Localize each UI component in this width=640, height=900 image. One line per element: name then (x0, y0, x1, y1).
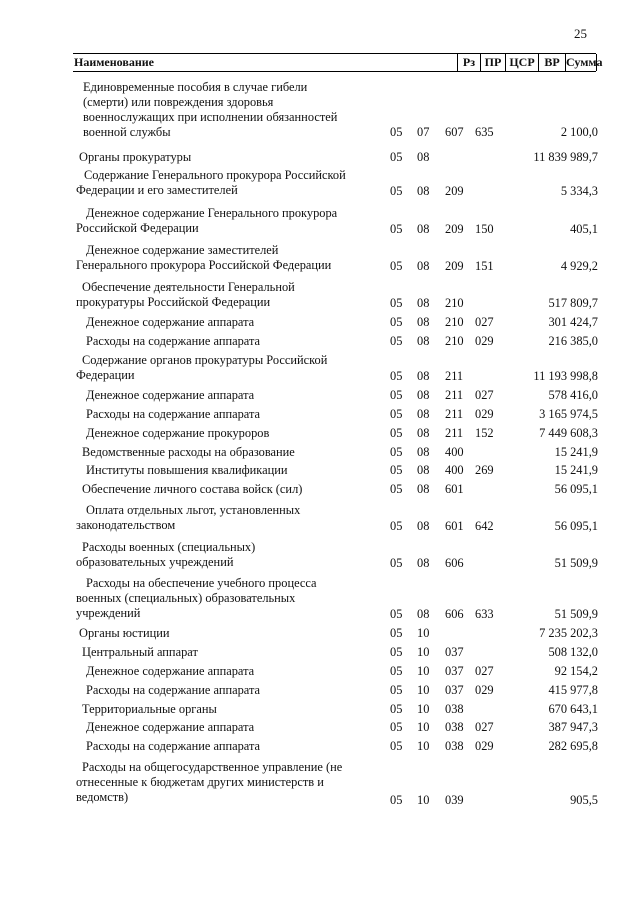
row-name: Расходы на общегосударственное управление (не отнесенные к бюджетам других министерств и ведомств) (76, 760, 343, 804)
row-rz: 05 (390, 626, 403, 640)
row-csr: 601 (445, 519, 464, 533)
row-sum: 670 643,1 (548, 702, 598, 716)
row-sum: 508 132,0 (548, 645, 598, 659)
row-csr: 038 (445, 720, 464, 734)
row-name: Единовременные пособия в случае гибели (смерти) или повреждения здоровья военнослужащих при исполнении обязанностей военной службы (83, 80, 338, 139)
row-name: Расходы на содержание аппарата (86, 407, 261, 421)
row-pr: 08 (417, 334, 430, 348)
row-sum: 56 095,1 (554, 519, 598, 533)
row-rz: 05 (390, 793, 403, 807)
row-sum: 15 241,9 (554, 445, 598, 459)
row-name: Денежное содержание Генерального прокурора Российской Федерации (76, 206, 338, 235)
row-pr: 08 (417, 519, 430, 533)
row-sum: 15 241,9 (554, 463, 598, 477)
row-pr: 08 (417, 259, 430, 273)
row-rz: 05 (390, 125, 403, 139)
row-pr: 08 (417, 407, 430, 421)
row-name: Содержание Генерального прокурора Российской Федерации и его заместителей (76, 168, 346, 197)
row-name: Расходы на содержание аппарата (86, 739, 261, 753)
row-sum: 905,5 (570, 793, 598, 807)
row-rz: 05 (390, 445, 403, 459)
row-sum: 282 695,8 (548, 739, 598, 753)
header-pr: ПР (480, 54, 505, 71)
row-rz: 05 (390, 296, 403, 310)
table-header (73, 53, 603, 72)
row-name: Территориальные органы (82, 702, 217, 716)
row-vr: 029 (475, 334, 494, 348)
row-vr: 151 (475, 259, 494, 273)
row-pr: 10 (417, 793, 430, 807)
header-name: Наименование (74, 55, 154, 69)
row-sum: 4 929,2 (560, 259, 598, 273)
row-pr: 10 (417, 702, 430, 716)
row-vr: 642 (475, 519, 494, 533)
row-sum: 387 947,3 (548, 720, 598, 734)
row-vr: 027 (475, 720, 494, 734)
row-sum: 11 193 998,8 (533, 369, 598, 383)
row-pr: 07 (417, 125, 430, 139)
row-csr: 037 (445, 683, 464, 697)
row-sum: 216 385,0 (548, 334, 598, 348)
row-name: Денежное содержание аппарата (86, 388, 255, 402)
header-vr: ВР (538, 54, 565, 71)
row-name: Расходы на обеспечение учебного процесса военных (специальных) образовательных учреждений (76, 576, 317, 620)
row-pr: 08 (417, 388, 430, 402)
row-vr: 029 (475, 407, 494, 421)
row-csr: 400 (445, 445, 464, 459)
row-csr: 210 (445, 315, 464, 329)
row-csr: 209 (445, 222, 464, 236)
row-sum: 51 509,9 (554, 556, 598, 570)
row-rz: 05 (390, 683, 403, 697)
row-sum: 7 235 202,3 (539, 626, 598, 640)
row-name: Расходы военных (специальных) образовательных учреждений (76, 540, 256, 569)
row-vr: 029 (475, 683, 494, 697)
row-pr: 08 (417, 315, 430, 329)
row-csr: 210 (445, 296, 464, 310)
row-csr: 601 (445, 482, 464, 496)
row-pr: 10 (417, 720, 430, 734)
row-rz: 05 (390, 739, 403, 753)
row-name: Обеспечение деятельности Генеральной прокуратуры Российской Федерации (76, 280, 295, 309)
header-rz: Рз (457, 54, 480, 71)
row-pr: 10 (417, 645, 430, 659)
row-csr: 606 (445, 607, 464, 621)
row-rz: 05 (390, 407, 403, 421)
row-csr: 606 (445, 556, 464, 570)
row-rz: 05 (390, 150, 403, 164)
row-rz: 05 (390, 222, 403, 236)
row-csr: 211 (445, 369, 464, 383)
row-sum: 415 977,8 (548, 683, 598, 697)
row-rz: 05 (390, 645, 403, 659)
row-sum: 301 424,7 (548, 315, 598, 329)
row-pr: 08 (417, 296, 430, 310)
row-vr: 635 (475, 125, 494, 139)
row-csr: 211 (445, 407, 464, 421)
row-name: Денежное содержание прокуроров (86, 426, 270, 440)
row-pr: 10 (417, 739, 430, 753)
row-pr: 10 (417, 683, 430, 697)
row-rz: 05 (390, 482, 403, 496)
row-name: Содержание органов прокуратуры Российской Федерации (76, 353, 328, 382)
row-sum: 5 334,3 (560, 184, 598, 198)
row-vr: 633 (475, 607, 494, 621)
row-csr: 039 (445, 793, 464, 807)
row-sum: 51 509,9 (554, 607, 598, 621)
row-vr: 029 (475, 739, 494, 753)
row-pr: 08 (417, 222, 430, 236)
row-name: Институты повышения квалификации (86, 463, 288, 477)
row-rz: 05 (390, 184, 403, 198)
row-pr: 08 (417, 369, 430, 383)
row-vr: 027 (475, 315, 494, 329)
row-pr: 10 (417, 664, 430, 678)
row-csr: 209 (445, 184, 464, 198)
page-number: 25 (574, 26, 587, 41)
row-pr: 08 (417, 556, 430, 570)
row-csr: 038 (445, 739, 464, 753)
row-vr: 150 (475, 222, 494, 236)
row-sum: 517 809,7 (548, 296, 598, 310)
header-csr: ЦСР (505, 54, 538, 71)
row-csr: 607 (445, 125, 464, 139)
row-name: Денежное содержание аппарата (86, 720, 255, 734)
row-sum: 2 100,0 (560, 125, 598, 139)
row-pr: 08 (417, 607, 430, 621)
row-rz: 05 (390, 519, 403, 533)
row-name: Денежное содержание аппарата (86, 664, 255, 678)
row-name: Центральный аппарат (82, 645, 198, 659)
row-rz: 05 (390, 702, 403, 716)
row-csr: 210 (445, 334, 464, 348)
row-name: Расходы на содержание аппарата (86, 334, 261, 348)
row-vr: 269 (475, 463, 494, 477)
row-vr: 027 (475, 388, 494, 402)
row-sum: 92 154,2 (554, 664, 598, 678)
row-rz: 05 (390, 720, 403, 734)
row-csr: 037 (445, 664, 464, 678)
row-name: Ведомственные расходы на образование (82, 445, 295, 459)
row-csr: 037 (445, 645, 464, 659)
row-pr: 08 (417, 150, 430, 164)
row-sum: 405,1 (570, 222, 598, 236)
row-vr: 027 (475, 664, 494, 678)
row-sum: 7 449 608,3 (539, 426, 598, 440)
row-pr: 08 (417, 445, 430, 459)
row-rz: 05 (390, 334, 403, 348)
row-pr: 08 (417, 463, 430, 477)
row-csr: 400 (445, 463, 464, 477)
row-csr: 211 (445, 426, 464, 440)
row-name: Денежное содержание заместителей Генерального прокурора Российской Федерации (76, 243, 332, 272)
row-name: Органы прокуратуры (79, 150, 192, 164)
row-rz: 05 (390, 664, 403, 678)
row-pr: 08 (417, 184, 430, 198)
row-name: Расходы на содержание аппарата (86, 683, 261, 697)
row-sum: 3 165 974,5 (539, 407, 598, 421)
row-rz: 05 (390, 259, 403, 273)
row-csr: 209 (445, 259, 464, 273)
row-vr: 152 (475, 426, 494, 440)
row-pr: 10 (417, 626, 430, 640)
row-sum: 11 839 989,7 (533, 150, 598, 164)
row-pr: 08 (417, 482, 430, 496)
row-csr: 211 (445, 388, 464, 402)
row-pr: 08 (417, 426, 430, 440)
row-rz: 05 (390, 388, 403, 402)
row-rz: 05 (390, 369, 403, 383)
row-rz: 05 (390, 426, 403, 440)
row-rz: 05 (390, 315, 403, 329)
row-rz: 05 (390, 607, 403, 621)
row-sum: 578 416,0 (548, 388, 598, 402)
header-sum: Сумма (566, 55, 603, 69)
row-name: Органы юстиции (79, 626, 170, 640)
row-name: Денежное содержание аппарата (86, 315, 255, 329)
row-rz: 05 (390, 556, 403, 570)
row-rz: 05 (390, 463, 403, 477)
row-name: Оплата отдельных льгот, установленных законодательством (76, 503, 301, 532)
row-csr: 038 (445, 702, 464, 716)
row-sum: 56 095,1 (554, 482, 598, 496)
row-name: Обеспечение личного состава войск (сил) (82, 482, 303, 496)
